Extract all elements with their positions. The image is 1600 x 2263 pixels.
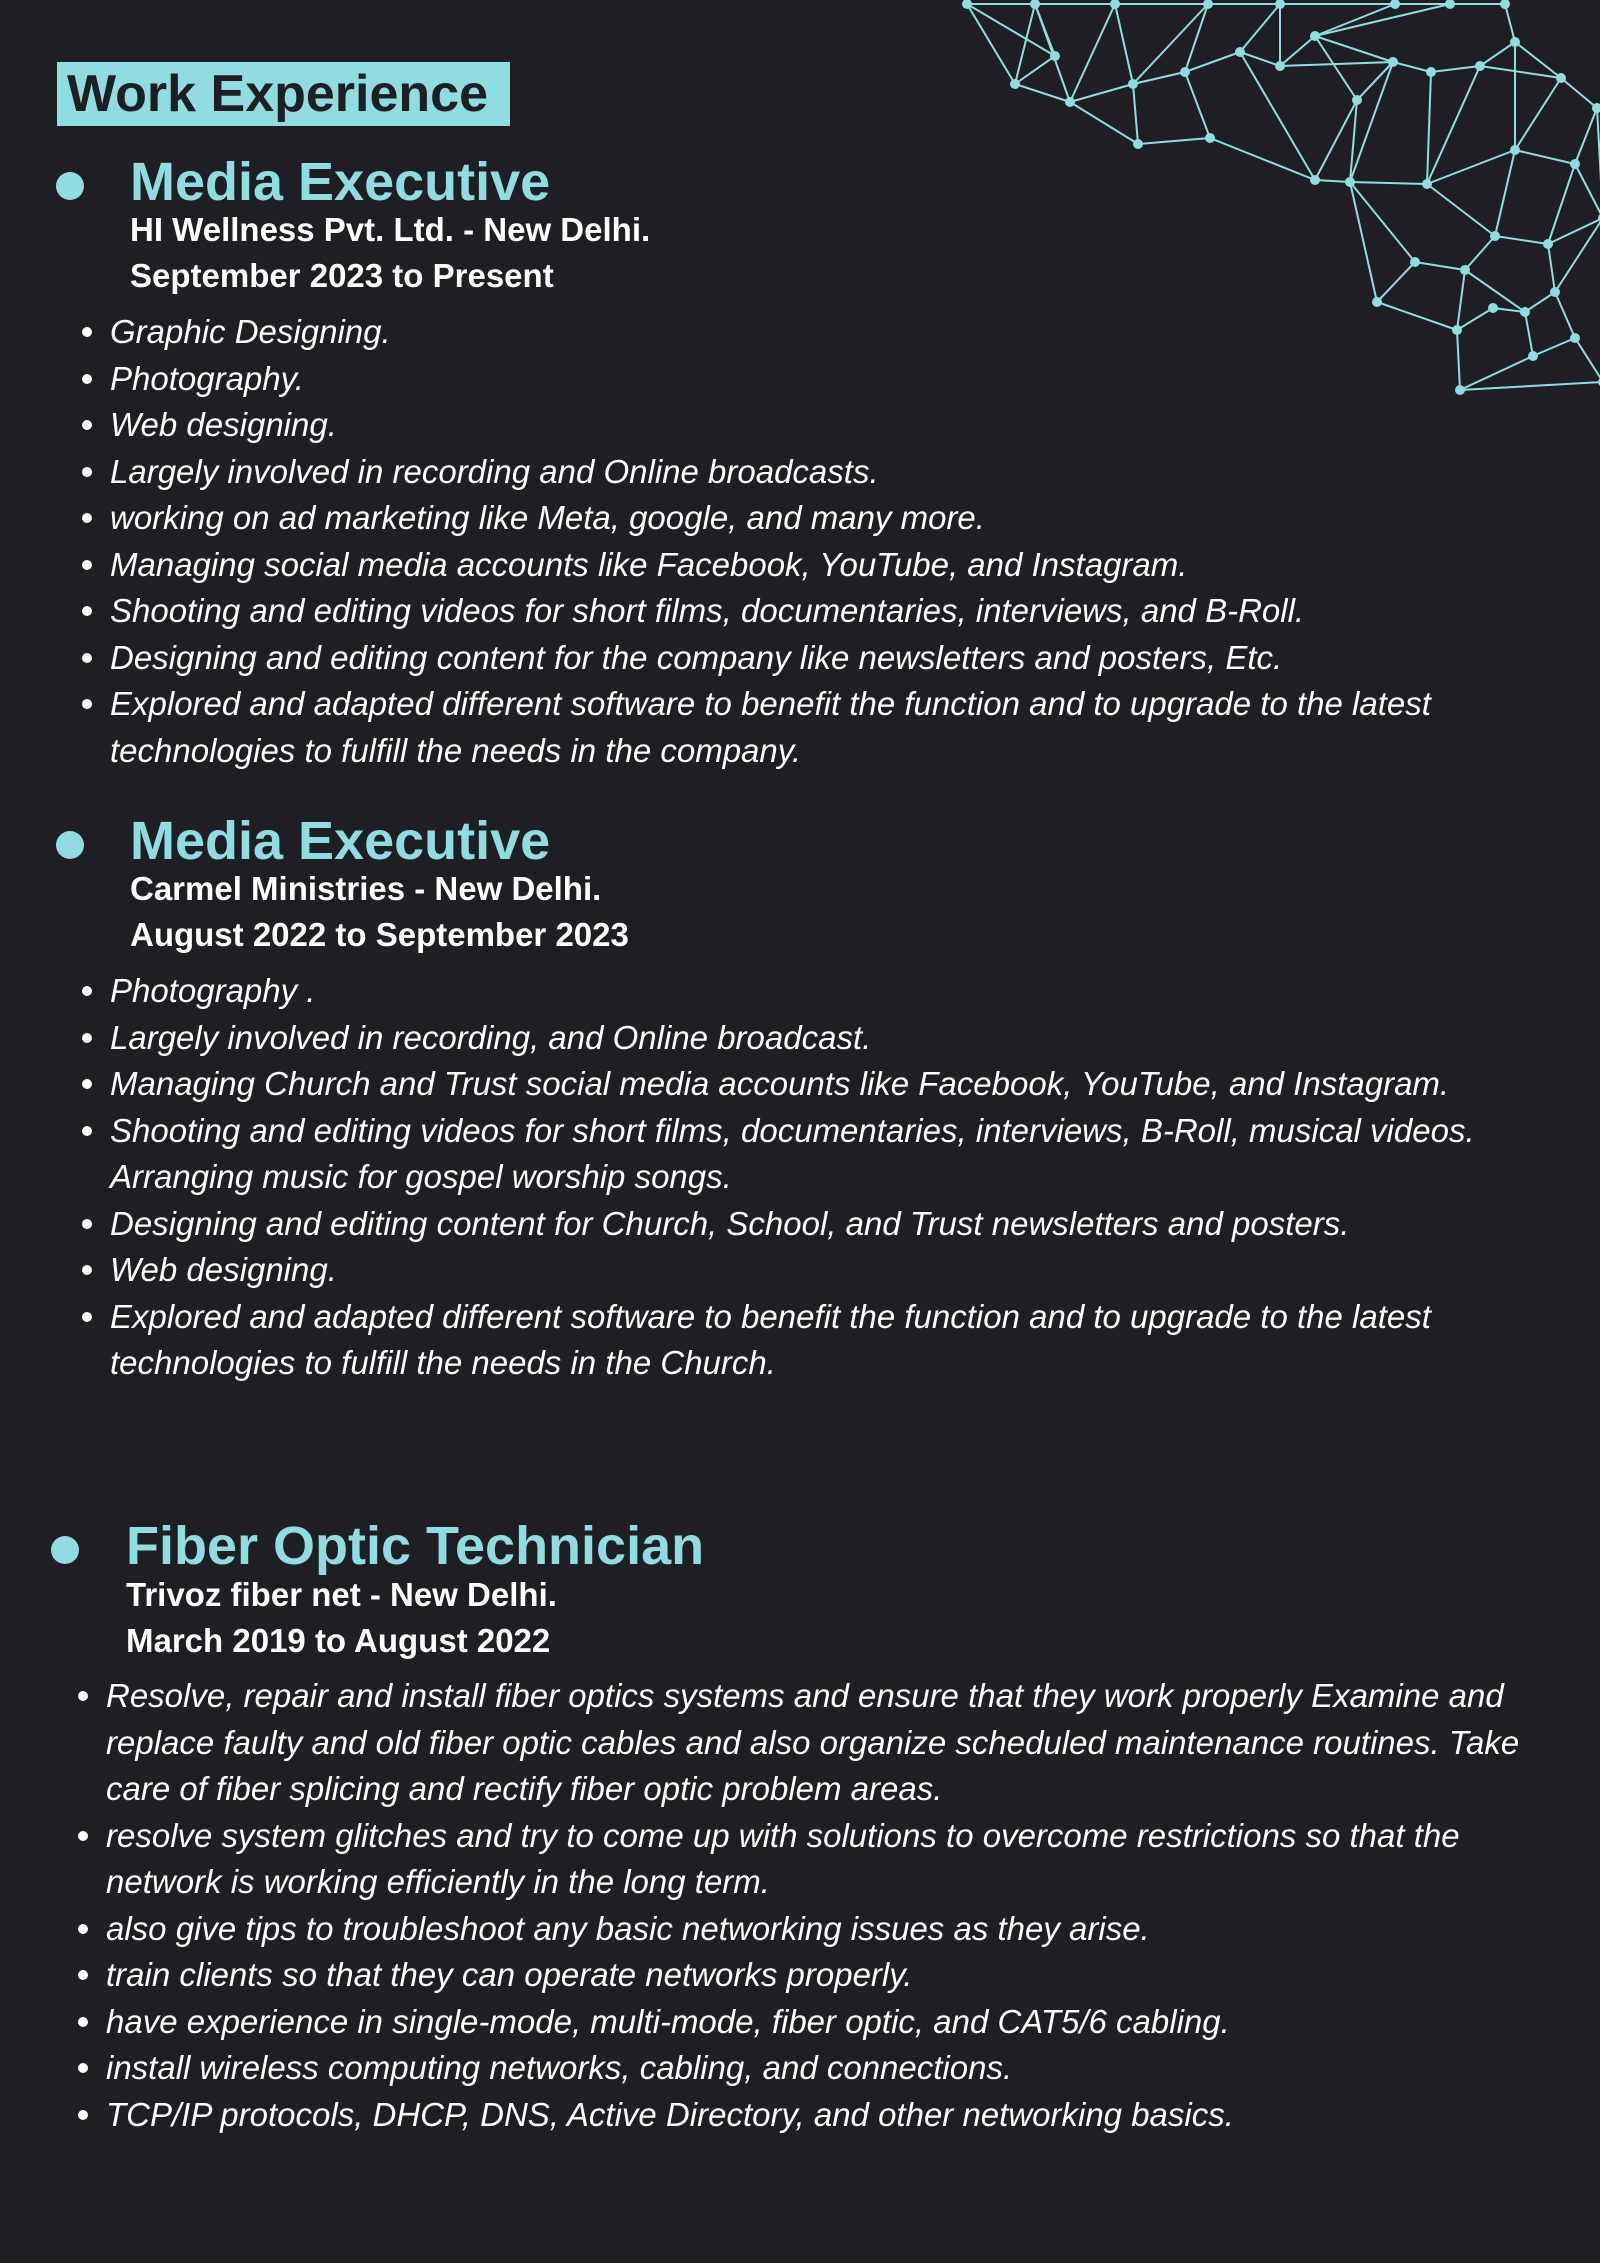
list-item: Web designing. — [110, 402, 1590, 449]
network-node — [1475, 61, 1485, 71]
network-node — [1543, 239, 1553, 249]
network-edge — [1495, 150, 1515, 236]
network-node — [1410, 257, 1420, 267]
list-item: Explored and adapted different software to benefit the function and to upgrade to the latest technologies to fulfill the needs in the company. — [110, 681, 1590, 774]
network-node — [1445, 0, 1455, 9]
network-edge — [1315, 180, 1350, 182]
job-bullet-dot — [56, 172, 84, 200]
network-node — [1500, 0, 1510, 9]
network-node — [1065, 97, 1075, 107]
network-node — [1352, 95, 1362, 105]
network-node — [1180, 67, 1190, 77]
list-item: Designing and editing content for Church, School, and Trust newsletters and posters. — [110, 1201, 1590, 1248]
list-item: resolve system glitches and try to come up with solutions to overcome restrictions so that the network is working efficiently in the long term. — [106, 1813, 1546, 1906]
network-node — [1010, 79, 1020, 89]
network-edge — [1133, 4, 1208, 84]
network-edge — [1070, 84, 1133, 102]
network-edge — [1015, 84, 1070, 102]
network-edge — [1548, 244, 1555, 292]
list-item: Photography . — [110, 968, 1590, 1015]
list-item: Photography. — [110, 356, 1590, 403]
job-bullet-dot — [56, 831, 84, 859]
network-node — [1133, 139, 1143, 149]
network-edge — [1505, 4, 1515, 42]
network-node — [1510, 37, 1520, 47]
network-node — [1426, 67, 1436, 77]
network-node — [1310, 31, 1320, 41]
list-item: Designing and editing content for the company like newsletters and posters, Etc. — [110, 635, 1590, 682]
network-node — [1345, 177, 1355, 187]
network-node — [1510, 145, 1520, 155]
job-company: Trivoz fiber net - New Delhi. — [126, 1576, 557, 1613]
list-item: Resolve, repair and install fiber optics systems and ensure that they work properly Examine and replace faulty and old fiber optic cables and also organize scheduled maintenance routines. Take care of fiber splicing and rectify fiber optic problem areas. — [106, 1673, 1546, 1813]
network-node — [1030, 0, 1040, 9]
network-edge — [1070, 102, 1138, 144]
job-company: Carmel Ministries - New Delhi. — [130, 870, 602, 907]
network-edge — [1070, 4, 1115, 102]
list-item: TCP/IP protocols, DHCP, DNS, Active Directory, and other networking basics. — [106, 2092, 1546, 2139]
job-duties-list — [110, 968, 1590, 1387]
network-node — [1235, 47, 1245, 57]
network-edge — [1185, 52, 1240, 72]
network-edge — [1350, 182, 1427, 184]
list-item: Managing social media accounts like Facebook, YouTube, and Instagram. — [110, 542, 1590, 589]
network-edge — [967, 4, 1055, 56]
list-item: Largely involved in recording, and Online broadcast. — [110, 1015, 1590, 1062]
network-edge — [1185, 4, 1208, 72]
network-node — [1460, 265, 1470, 275]
network-node — [1570, 159, 1580, 169]
network-edge — [1548, 164, 1575, 244]
network-edge — [1427, 184, 1495, 236]
network-edge — [1115, 4, 1133, 84]
job-duties-list — [110, 309, 1590, 774]
network-node — [1556, 73, 1566, 83]
network-node — [1310, 175, 1320, 185]
job-duties-list — [106, 1673, 1546, 2138]
network-edge — [1240, 52, 1315, 180]
list-item: Explored and adapted different software to benefit the function and to upgrade to the latest technologies to fulfill the needs in the Church. — [110, 1294, 1590, 1387]
list-item: Web designing. — [110, 1247, 1590, 1294]
network-edge — [1561, 78, 1597, 108]
network-edge — [1393, 62, 1431, 72]
network-edge — [1495, 236, 1548, 244]
job-title: Media Executive — [130, 811, 551, 871]
network-edge — [1138, 138, 1210, 144]
list-item: working on ad marketing like Meta, google, and many more. — [110, 495, 1590, 542]
network-edge — [967, 4, 1015, 84]
network-node — [1050, 51, 1060, 61]
job-title: Fiber Optic Technician — [126, 1516, 705, 1576]
network-node — [1550, 287, 1560, 297]
network-edge — [1315, 36, 1357, 100]
network-node — [1388, 57, 1398, 67]
network-node — [1372, 297, 1382, 307]
list-item: Largely involved in recording and Online broadcasts. — [110, 449, 1590, 496]
network-edge — [1210, 138, 1315, 180]
network-node — [1422, 179, 1432, 189]
list-item: train clients so that they can operate networks properly. — [106, 1952, 1546, 1999]
network-edge — [1240, 4, 1280, 52]
network-edge — [1575, 164, 1600, 218]
network-edge — [1515, 150, 1575, 164]
list-item: Shooting and editing videos for short films, documentaries, interviews, B-Roll, musical videos. Arranging music for gospel worship songs. — [110, 1108, 1590, 1201]
list-item: Shooting and editing videos for short films, documentaries, interviews, and B-Roll. — [110, 588, 1590, 635]
job-title: Media Executive — [130, 152, 551, 212]
network-edge — [1415, 262, 1465, 270]
network-edge — [1575, 108, 1597, 164]
network-node — [1128, 79, 1138, 89]
list-item: Graphic Designing. — [110, 309, 1590, 356]
network-edge — [1133, 72, 1185, 84]
network-edge — [1280, 36, 1315, 66]
network-edge — [1427, 72, 1431, 184]
list-item: also give tips to troubleshoot any basic networking issues as they arise. — [106, 1906, 1546, 1953]
network-node — [1275, 61, 1285, 71]
list-item: Managing Church and Trust social media accounts like Facebook, YouTube, and Instagram. — [110, 1061, 1590, 1108]
job-period: August 2022 to September 2023 — [130, 916, 629, 953]
network-edge — [1515, 78, 1561, 150]
list-item: have experience in single-mode, multi-mode, fiber optic, and CAT5/6 cabling. — [106, 1999, 1546, 2046]
network-edge — [1350, 62, 1393, 182]
job-company: HI Wellness Pvt. Ltd. - New Delhi. — [130, 211, 651, 248]
job-period: March 2019 to August 2022 — [126, 1622, 551, 1659]
network-edge — [1357, 62, 1393, 100]
network-edge — [1280, 62, 1393, 66]
network-edge — [1480, 42, 1515, 66]
network-node — [1205, 133, 1215, 143]
job-period: September 2023 to Present — [130, 257, 554, 294]
network-node — [1110, 0, 1120, 9]
network-edge — [1315, 36, 1393, 62]
section-title: Work Experience — [57, 62, 510, 126]
network-edge — [1185, 72, 1210, 138]
network-edge — [1133, 84, 1138, 144]
network-edge — [1431, 66, 1480, 72]
network-node — [1390, 0, 1400, 9]
network-node — [1490, 231, 1500, 241]
job-bullet-dot — [51, 1536, 79, 1564]
network-edge — [1465, 236, 1495, 270]
list-item: install wireless computing networks, cabling, and connections. — [106, 2045, 1546, 2092]
network-edge — [1377, 262, 1415, 302]
network-node — [962, 0, 972, 9]
